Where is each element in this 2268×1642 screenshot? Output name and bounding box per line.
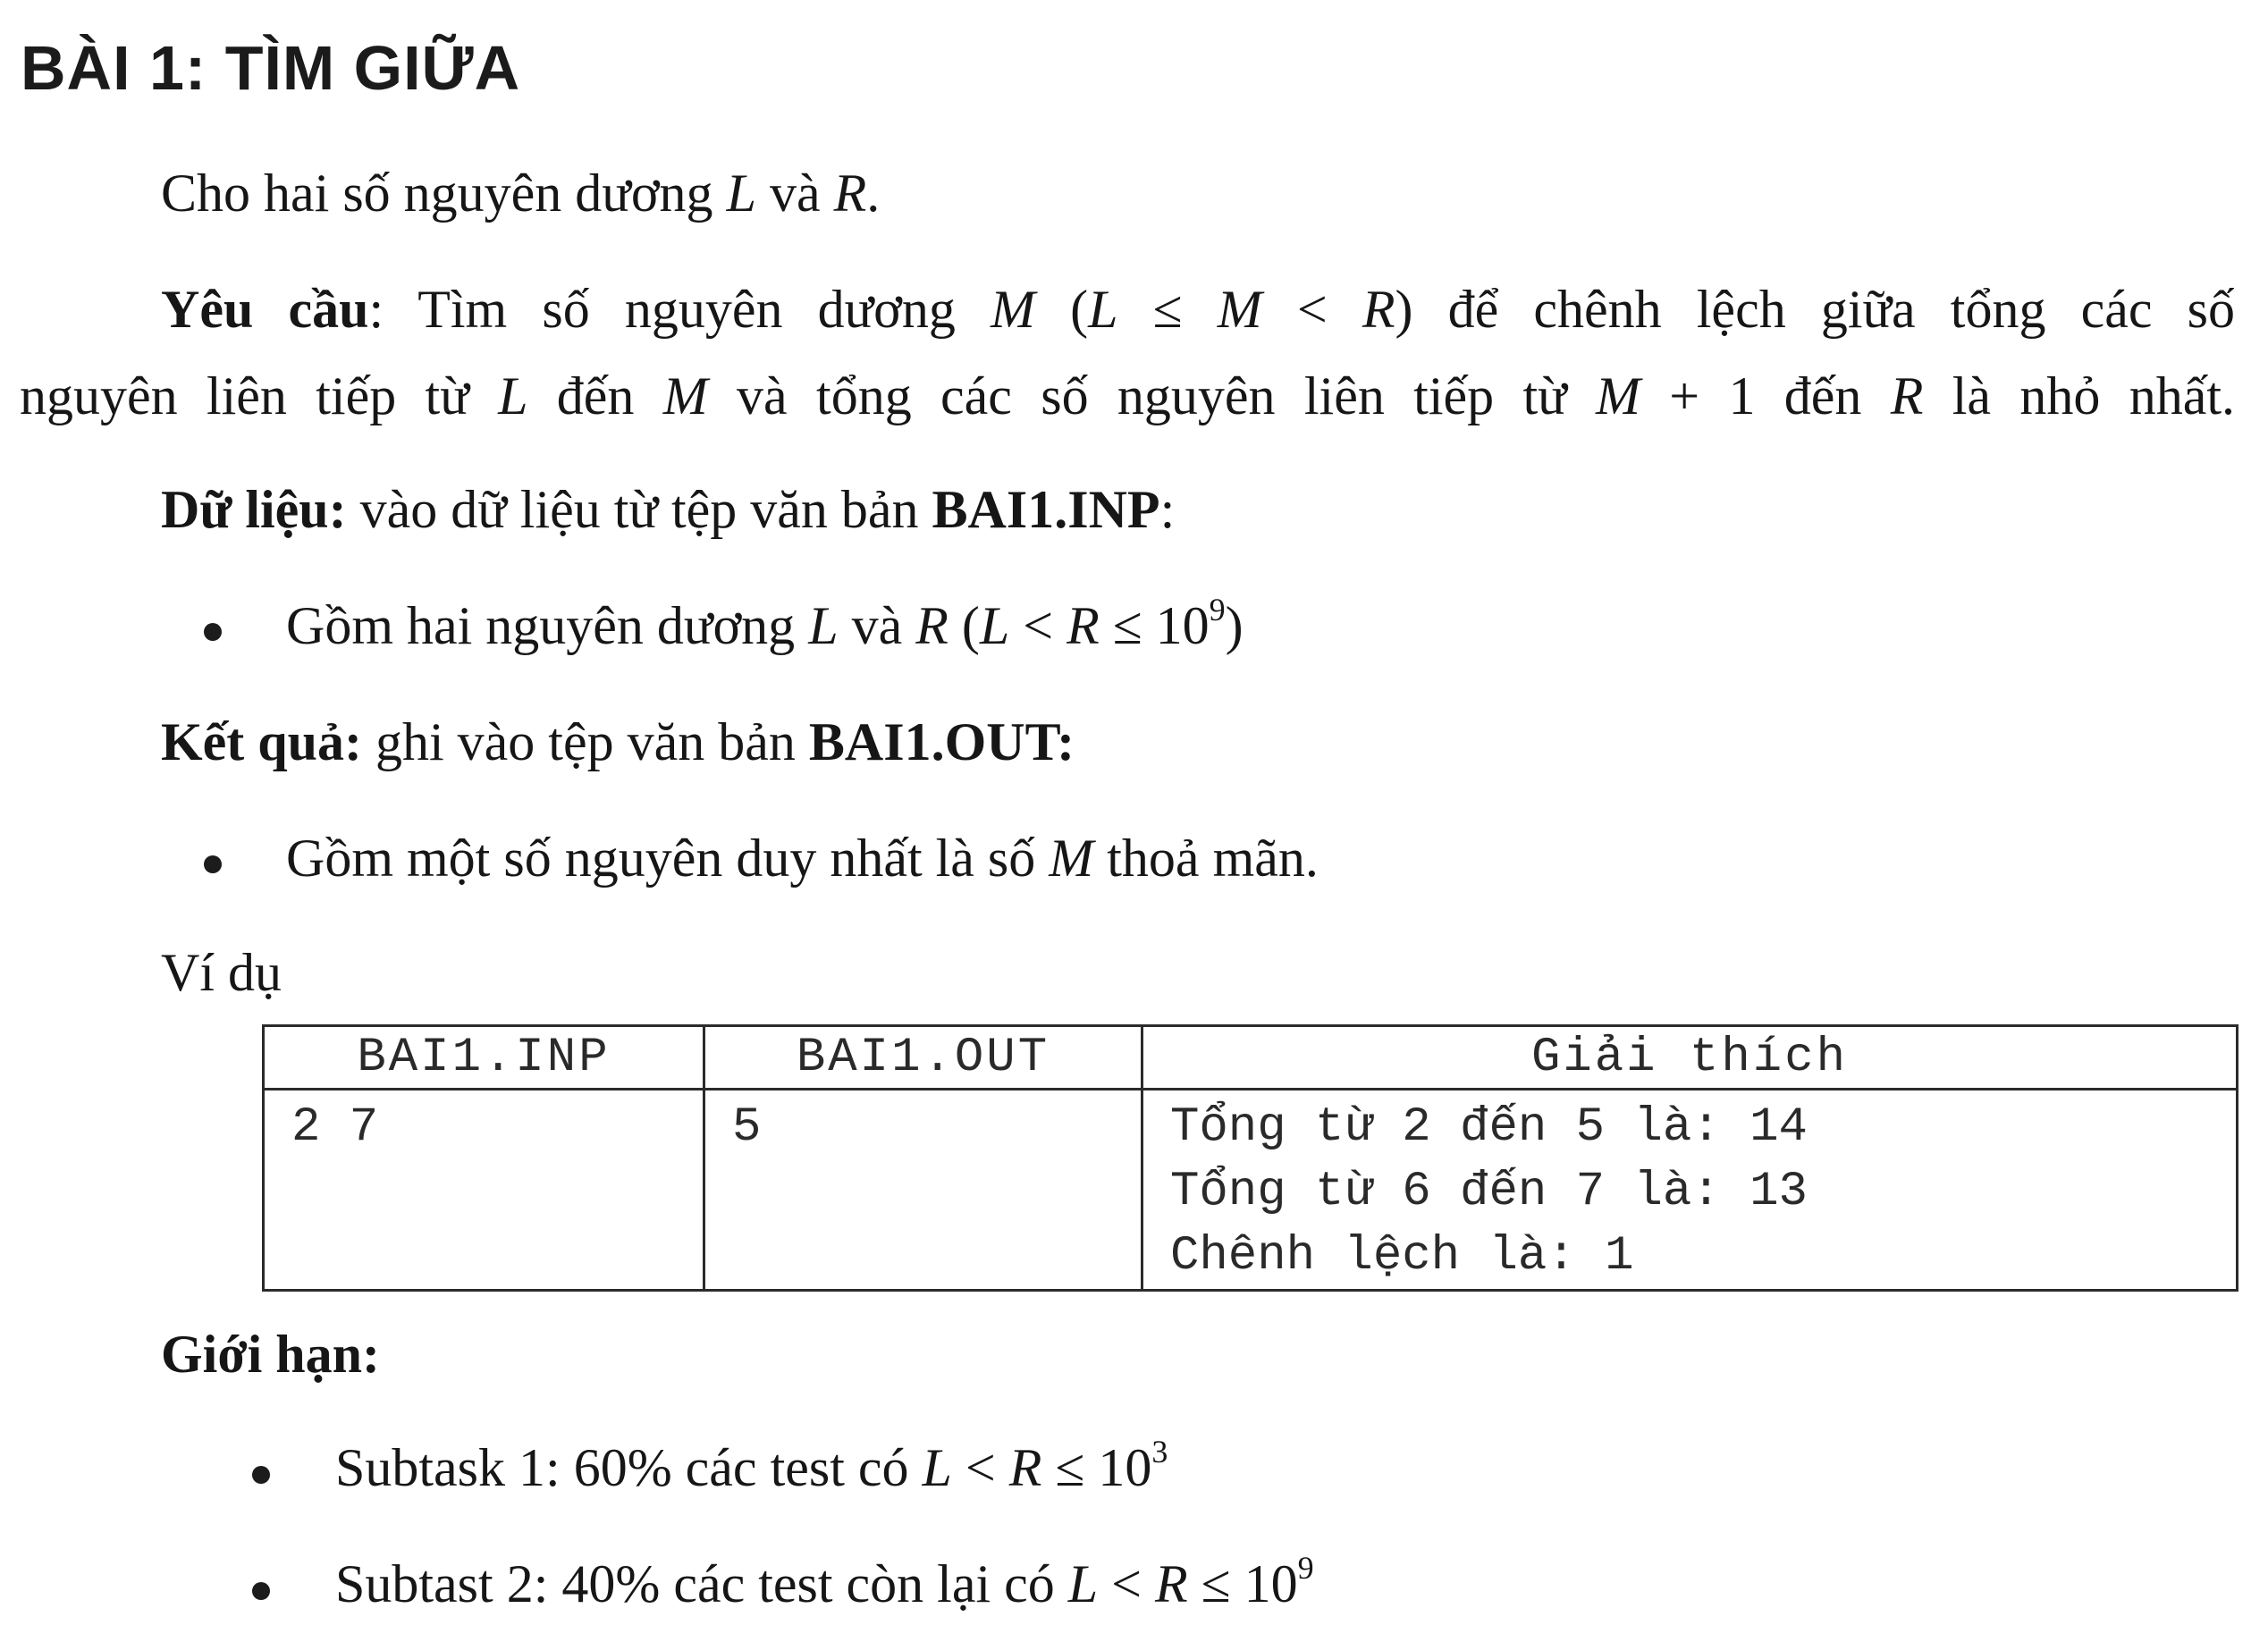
subtask-2-text: Subtast 2: 40% các test còn lại có $L < R \le 10^9$: [335, 1550, 1314, 1613]
output-bullet-text: Gồm một số nguyên duy nhất là số M thoả mãn.: [286, 829, 1319, 888]
example-table: [262, 1024, 2238, 1292]
table-header-input: BAI1.INP: [264, 1026, 704, 1090]
intro-line: Cho hai số nguyên dương L và R.: [161, 164, 881, 223]
output-heading: Kết quả: ghi vào tệp văn bản BAI1.OUT:: [161, 712, 1075, 771]
requirement-line-2: nguyên liên tiếp từ L đến M và tổng các số nguyên liên tiếp từ M + 1 đến R là nhỏ nhất.: [20, 366, 2236, 425]
requirement-label: Yêu cầu: [161, 280, 369, 339]
table-header-output: BAI1.OUT: [704, 1026, 1142, 1090]
table-row: [264, 1090, 2238, 1291]
example-input-cell: 2 7: [264, 1090, 704, 1291]
problem-title: BÀI 1: TÌM GIỮA: [21, 33, 521, 103]
explanation-line: Chênh lệch là: 1: [1170, 1229, 1634, 1284]
bullet-dot: [252, 1582, 270, 1600]
example-label: Ví dụ: [161, 943, 282, 1002]
input-bullet-text: Gồm hai nguyên dương L và R $(L < R \le 10^9)$: [286, 592, 1244, 655]
bullet-dot: [252, 1466, 270, 1484]
table-header-row: [264, 1026, 2238, 1090]
requirement-line-1: Yêu cầu: Tìm số nguyên dương M (L ≤ M < R) để chênh lệch giữa tổng các số: [161, 280, 2235, 339]
output-filename: BAI1.OUT:: [808, 712, 1075, 771]
table-header-explanation: Giải thích: [1142, 1026, 2238, 1090]
limits-heading: [161, 1325, 380, 1384]
explanation-line: Tổng từ 6 đến 7 là: 13: [1170, 1165, 1808, 1219]
explanation-line: Tổng từ 2 đến 5 là: 14: [1170, 1100, 1808, 1155]
bullet-dot: [204, 855, 222, 873]
input-label: Dữ liệu:: [161, 480, 347, 539]
input-heading: Dữ liệu: vào dữ liệu từ tệp văn bản BAI1.INP:: [161, 480, 1176, 539]
limits-label: Giới hạn:: [161, 1325, 380, 1384]
example-explanation-cell: [1142, 1090, 2238, 1291]
subtask-1-text: Subtask 1: 60% các test có $L < R \le 10^3$: [335, 1434, 1168, 1497]
example-output-cell: 5: [704, 1090, 1142, 1291]
input-filename: BAI1.INP: [932, 480, 1160, 539]
bullet-dot: [204, 623, 222, 641]
output-label: Kết quả:: [161, 712, 362, 771]
